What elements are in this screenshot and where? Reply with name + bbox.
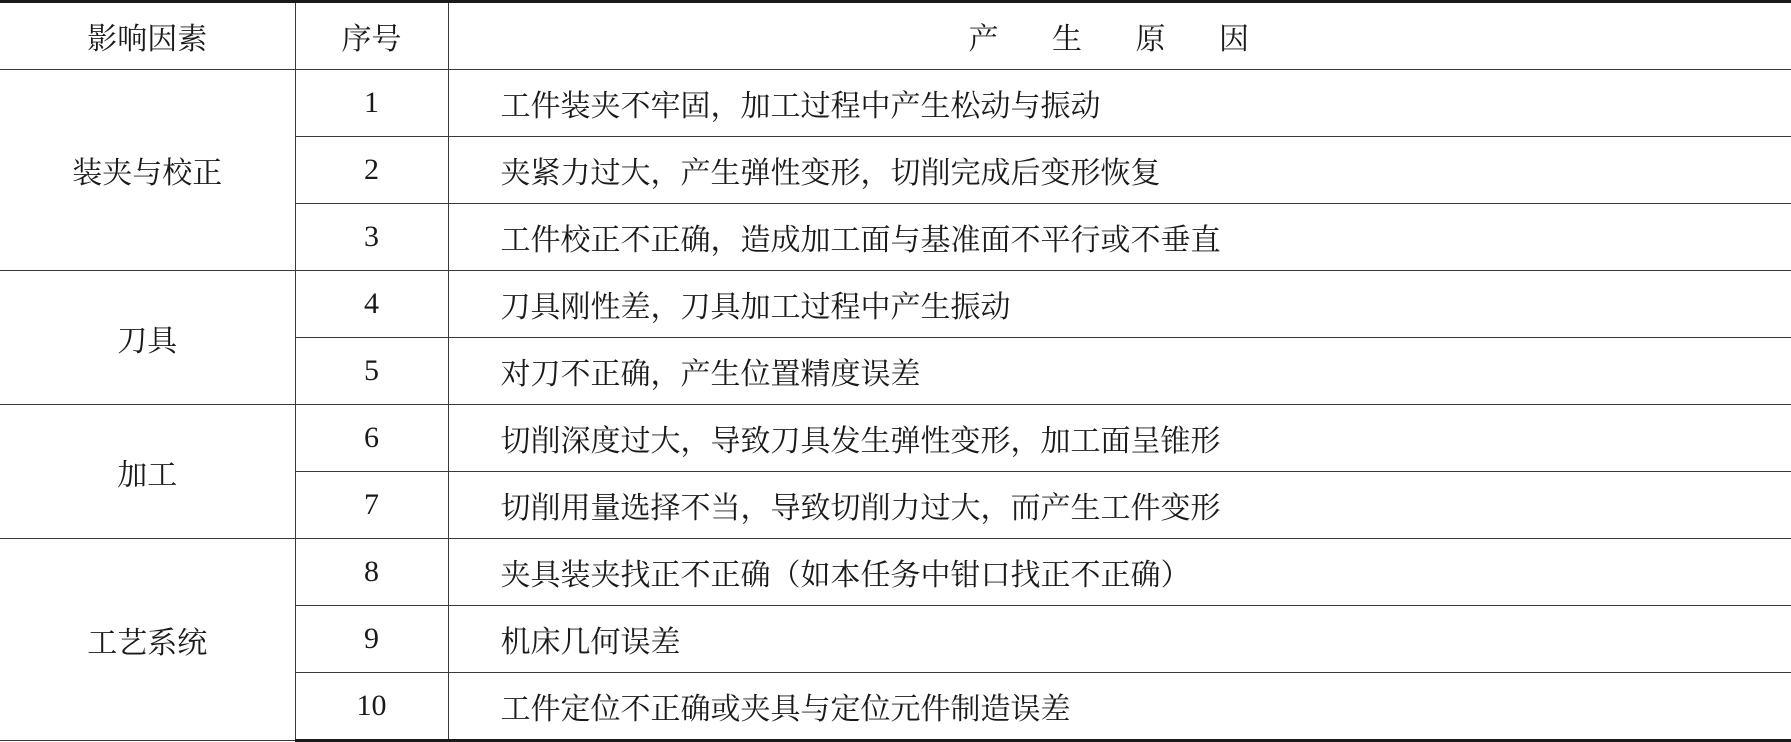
factor-cell: 装夹与校正 <box>0 70 295 271</box>
table-row <box>0 405 1791 472</box>
table-row <box>0 539 1791 606</box>
number-cell: 1 <box>295 70 448 137</box>
cause-cell: 切削深度过大，导致刀具发生弹性变形，加工面呈锥形 <box>448 405 1791 472</box>
cause-cell: 夹紧力过大，产生弹性变形，切削完成后变形恢复 <box>448 137 1791 204</box>
cause-cell: 夹具装夹找正不正确（如本任务中钳口找正不正确） <box>448 539 1791 606</box>
cause-cell: 工件装夹不牢固，加工过程中产生松动与振动 <box>448 70 1791 137</box>
number-cell: 5 <box>295 338 448 405</box>
header-row <box>0 2 1791 70</box>
cause-cell: 机床几何误差 <box>448 606 1791 673</box>
number-cell: 6 <box>295 405 448 472</box>
number-cell: 2 <box>295 137 448 204</box>
header-cause: 产 生 原 因 <box>448 2 1791 70</box>
factor-cell: 加工 <box>0 405 295 539</box>
table-row <box>0 271 1791 338</box>
table-row <box>0 70 1791 137</box>
cause-cell: 工件校正不正确，造成加工面与基准面不平行或不垂直 <box>448 204 1791 271</box>
cause-cell: 切削用量选择不当，导致切削力过大，而产生工件变形 <box>448 472 1791 539</box>
number-cell: 8 <box>295 539 448 606</box>
header-number: 序号 <box>295 2 448 70</box>
number-cell: 3 <box>295 204 448 271</box>
factor-cell: 工艺系统 <box>0 539 295 741</box>
factor-cell: 刀具 <box>0 271 295 405</box>
cause-cell: 刀具刚性差，刀具加工过程中产生振动 <box>448 271 1791 338</box>
header-factor: 影响因素 <box>0 2 295 70</box>
number-cell: 7 <box>295 472 448 539</box>
cause-cell: 对刀不正确，产生位置精度误差 <box>448 338 1791 405</box>
number-cell: 10 <box>295 673 448 741</box>
number-cell: 9 <box>295 606 448 673</box>
cause-cell: 工件定位不正确或夹具与定位元件制造误差 <box>448 673 1791 741</box>
number-cell: 4 <box>295 271 448 338</box>
